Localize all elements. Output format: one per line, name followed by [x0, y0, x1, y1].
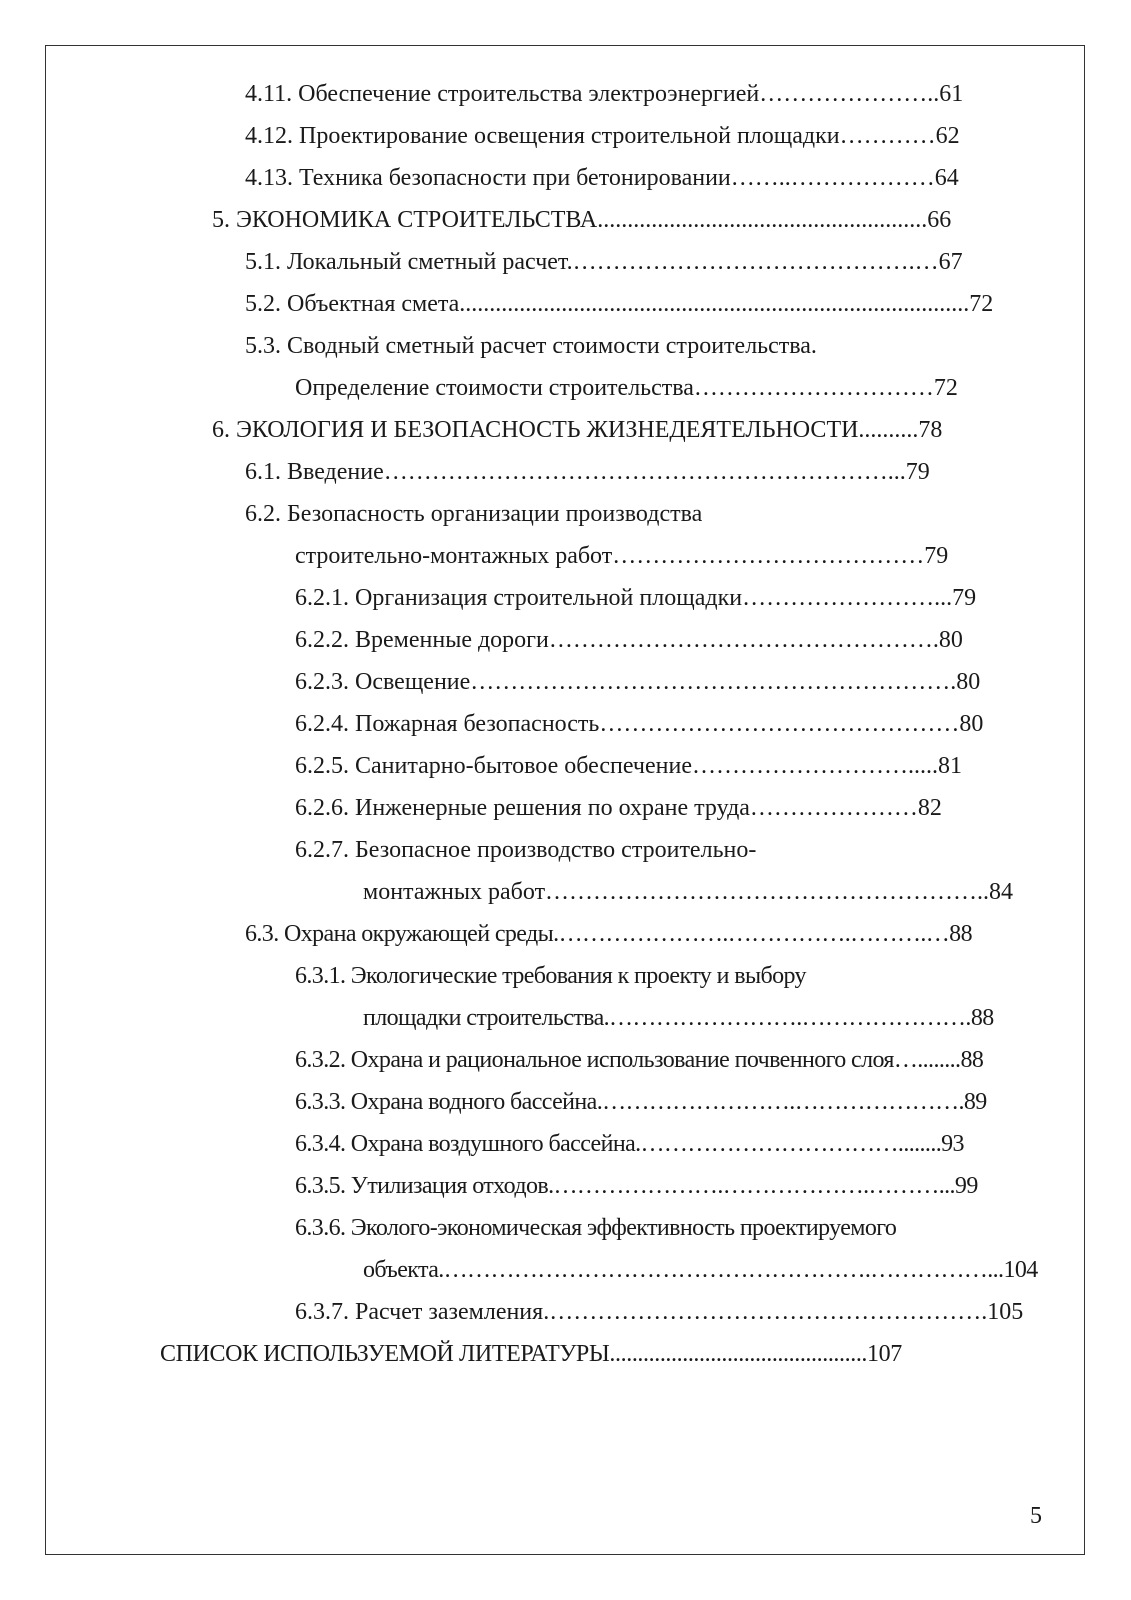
toc-references: СПИСОК ИСПОЛЬЗУЕМОЙ ЛИТЕРАТУРЫ..............................................107 [160, 1341, 902, 1367]
toc-entry-5-3-cont: Определение стоимости строительства…………………………72 [295, 375, 958, 401]
toc-section-5: 5. ЭКОНОМИКА СТРОИТЕЛЬСТВА.......................................................66 [212, 207, 952, 233]
toc-entry-5-3: 5.3. Сводный сметный расчет стоимости строительства. [245, 333, 817, 359]
toc-section-6: 6. ЭКОЛОГИЯ И БЕЗОПАСНОСТЬ ЖИЗНЕДЕЯТЕЛЬНОСТИ..........78 [212, 417, 943, 443]
toc-entry-6-3-5: 6.3.5. Утилизация отходов.………………….……………….………...99 [295, 1173, 978, 1199]
toc-entry-6-2-3: 6.2.3. Освещение…………………………………………………….80 [295, 669, 981, 695]
toc-entry-6-1: 6.1. Введение………………………………………………………...79 [245, 459, 930, 485]
toc-entry-6-2-cont: строительно-монтажных работ…………………………………79 [295, 543, 949, 569]
toc-entry-4-12: 4.12. Проектирование освещения строительной площадки…………62 [245, 123, 960, 149]
toc-entry-6-2: 6.2. Безопасность организации производства [245, 501, 703, 527]
toc-entry-6-3-3: 6.3.3. Охрана водного бассейна.…………………….………………….89 [295, 1089, 987, 1115]
toc-entry-6-2-1: 6.2.1. Организация строительной площадки……………………...79 [295, 585, 977, 611]
toc-entry-6-3: 6.3. Охрана окружающей среды.………………….…………….……….…88 [245, 921, 972, 947]
toc-entry-4-13: 4.13. Техника безопасности при бетонировании……..………………64 [245, 165, 959, 191]
toc-entry-6-2-7-cont: монтажных работ………………………………………………..84 [363, 879, 1014, 905]
toc-entry-6-2-4: 6.2.4. Пожарная безопасность………………………………………80 [295, 711, 984, 737]
toc-entry-5-2: 5.2. Объектная смета.....................................................................................72 [245, 291, 994, 317]
toc-entry-6-3-7: 6.3.7. Расчет заземления.……………………………………………….105 [295, 1299, 1024, 1325]
toc-entry-6-3-2: 6.3.2. Охрана и рациональное использование почвенного слоя…........88 [295, 1047, 984, 1073]
toc-entry-6-3-1-cont: площадки строительства.…………………….………………….88 [363, 1005, 994, 1031]
toc-entry-6-2-7: 6.2.7. Безопасное производство строительно- [295, 837, 757, 863]
toc-entry-4-11: 4.11. Обеспечение строительства электроэнергией…………………..61 [245, 81, 964, 107]
toc-entry-6-2-5: 6.2.5. Санитарно-бытовое обеспечение……………………….....81 [295, 753, 962, 779]
page-number: 5 [1030, 1503, 1042, 1529]
toc-entry-6-3-6: 6.3.6. Эколого-экономическая эффективность проектируемого [295, 1215, 897, 1241]
toc-entry-6-2-2: 6.2.2. Временные дороги………………………………………….80 [295, 627, 963, 653]
toc-entry-6-3-6-cont: объекта.……………………………………………….……………...104 [363, 1257, 1038, 1283]
toc-entry-6-3-4: 6.3.4. Охрана воздушного бассейна.……………………………........93 [295, 1131, 964, 1157]
toc-entry-5-1: 5.1. Локальный сметный расчет.…………………………………….…67 [245, 249, 963, 275]
toc-entry-6-2-6: 6.2.6. Инженерные решения по охране труда…………………82 [295, 795, 942, 821]
toc-entry-6-3-1: 6.3.1. Экологические требования к проекту и выбору [295, 963, 806, 989]
